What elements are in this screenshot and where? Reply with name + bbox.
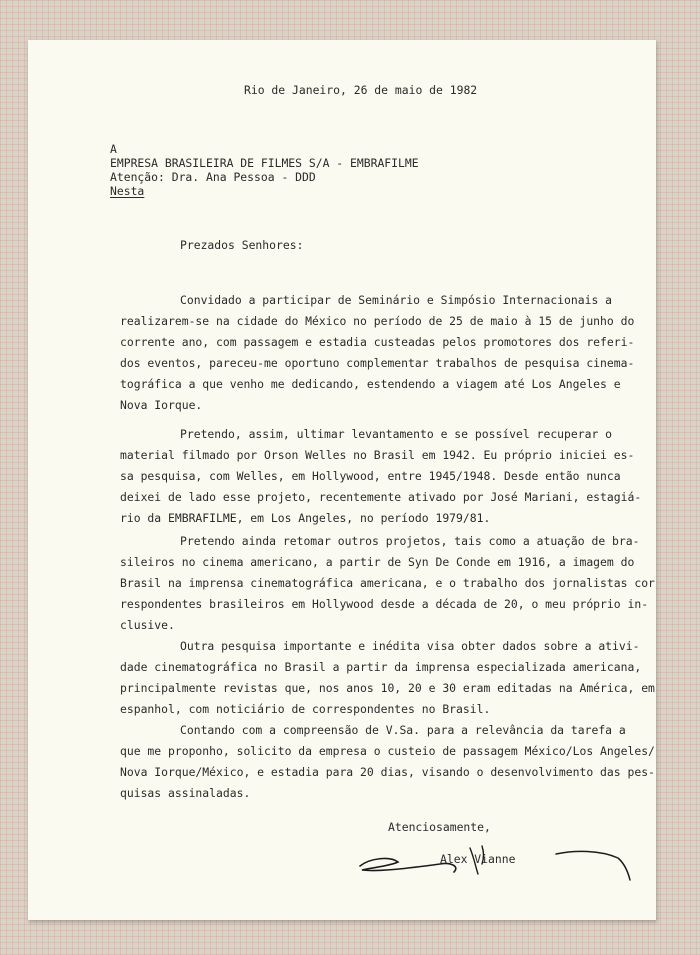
paragraph-line: dos eventos, pareceu-me oportuno complementar trabalhos de pesquisa cinema-	[120, 356, 635, 370]
paragraph-line: Pretendo ainda retomar outros projetos, tais como a atuação de bra-	[180, 534, 640, 548]
salutation: Prezados Senhores:	[180, 238, 304, 252]
recipient-prefix: A	[110, 142, 117, 156]
paragraph-line: clusive.	[120, 618, 175, 632]
paragraph-line: Outra pesquisa importante e inédita visa obter dados sobre a ativi-	[180, 639, 640, 653]
paragraph-line: deixei de lado esse projeto, recentemente ativado por José Mariani, estagiá-	[120, 490, 642, 504]
letter-date: Rio de Janeiro, 26 de maio de 1982	[244, 83, 478, 97]
paragraph-line: realizarem-se na cidade do México no período de 25 de maio à 15 de junho do	[120, 314, 635, 328]
paragraph-line: tográfica a que venho me dedicando, estendendo a viagem até Los Angeles e	[120, 377, 621, 391]
paragraph-line: Pretendo, assim, ultimar levantamento e se possível recuperar o	[180, 427, 613, 441]
paragraph-line: material filmado por Orson Welles no Brasil em 1942. Eu próprio iniciei es-	[120, 448, 635, 462]
paragraph-line: que me proponho, solicito da empresa o custeio de passagem México/Los Angeles/	[120, 744, 655, 758]
paragraph-line: rio da EMBRAFILME, em Los Angeles, no período 1979/81.	[120, 511, 491, 525]
paragraph-line: principalmente revistas que, nos anos 10, 20 e 30 eram editadas na América, em	[120, 681, 655, 695]
paragraph-line: Convidado a participar de Seminário e Simpósio Internacionais a	[180, 293, 613, 307]
handwritten-signature	[350, 828, 650, 898]
paragraph-line: espanhol, com noticiário de correspondentes no Brasil.	[120, 702, 491, 716]
letter-page	[28, 40, 656, 920]
recipient-attention: Atenção: Dra. Ana Pessoa - DDD	[110, 170, 316, 184]
paragraph-line: sa pesquisa, com Welles, em Hollywood, entre 1945/1948. Desde então nunca	[120, 469, 621, 483]
paragraph-line: sileiros no cinema americano, a partir de Syn De Conde em 1916, a imagem do	[120, 555, 635, 569]
paragraph-line: Contando com a compreensão de V.Sa. para a relevância da tarefa a	[180, 723, 626, 737]
paragraph-line: respondentes brasileiros em Hollywood desde a década de 20, o meu próprio in-	[120, 597, 649, 611]
signature-name: Alex Vianne	[440, 852, 516, 866]
paragraph-5	[120, 720, 655, 804]
paragraph-line: Brasil na imprensa cinematográfica americana, e o trabalho dos jornalistas cor	[120, 576, 655, 590]
paragraph-line: dade cinematográfica no Brasil a partir da imprensa especializada americana,	[120, 660, 642, 674]
recipient-location: Nesta	[110, 184, 145, 198]
paragraph-2	[120, 424, 642, 529]
paragraph-line: Nova Iorque/México, e estadia para 20 dias, visando o desenvolvimento das pes-	[120, 765, 655, 779]
recipient-company: EMPRESA BRASILEIRA DE FILMES S/A - EMBRAFILME	[110, 156, 419, 170]
closing: Atenciosamente,	[388, 820, 491, 834]
paragraph-line: Nova Iorque.	[120, 398, 203, 412]
paragraph-line: corrente ano, com passagem e estadia custeadas pelos promotores dos referi-	[120, 335, 635, 349]
paragraph-1	[120, 290, 635, 416]
paragraph-4	[120, 636, 655, 720]
paragraph-3	[120, 531, 655, 636]
paragraph-line: quisas assinaladas.	[120, 786, 251, 800]
